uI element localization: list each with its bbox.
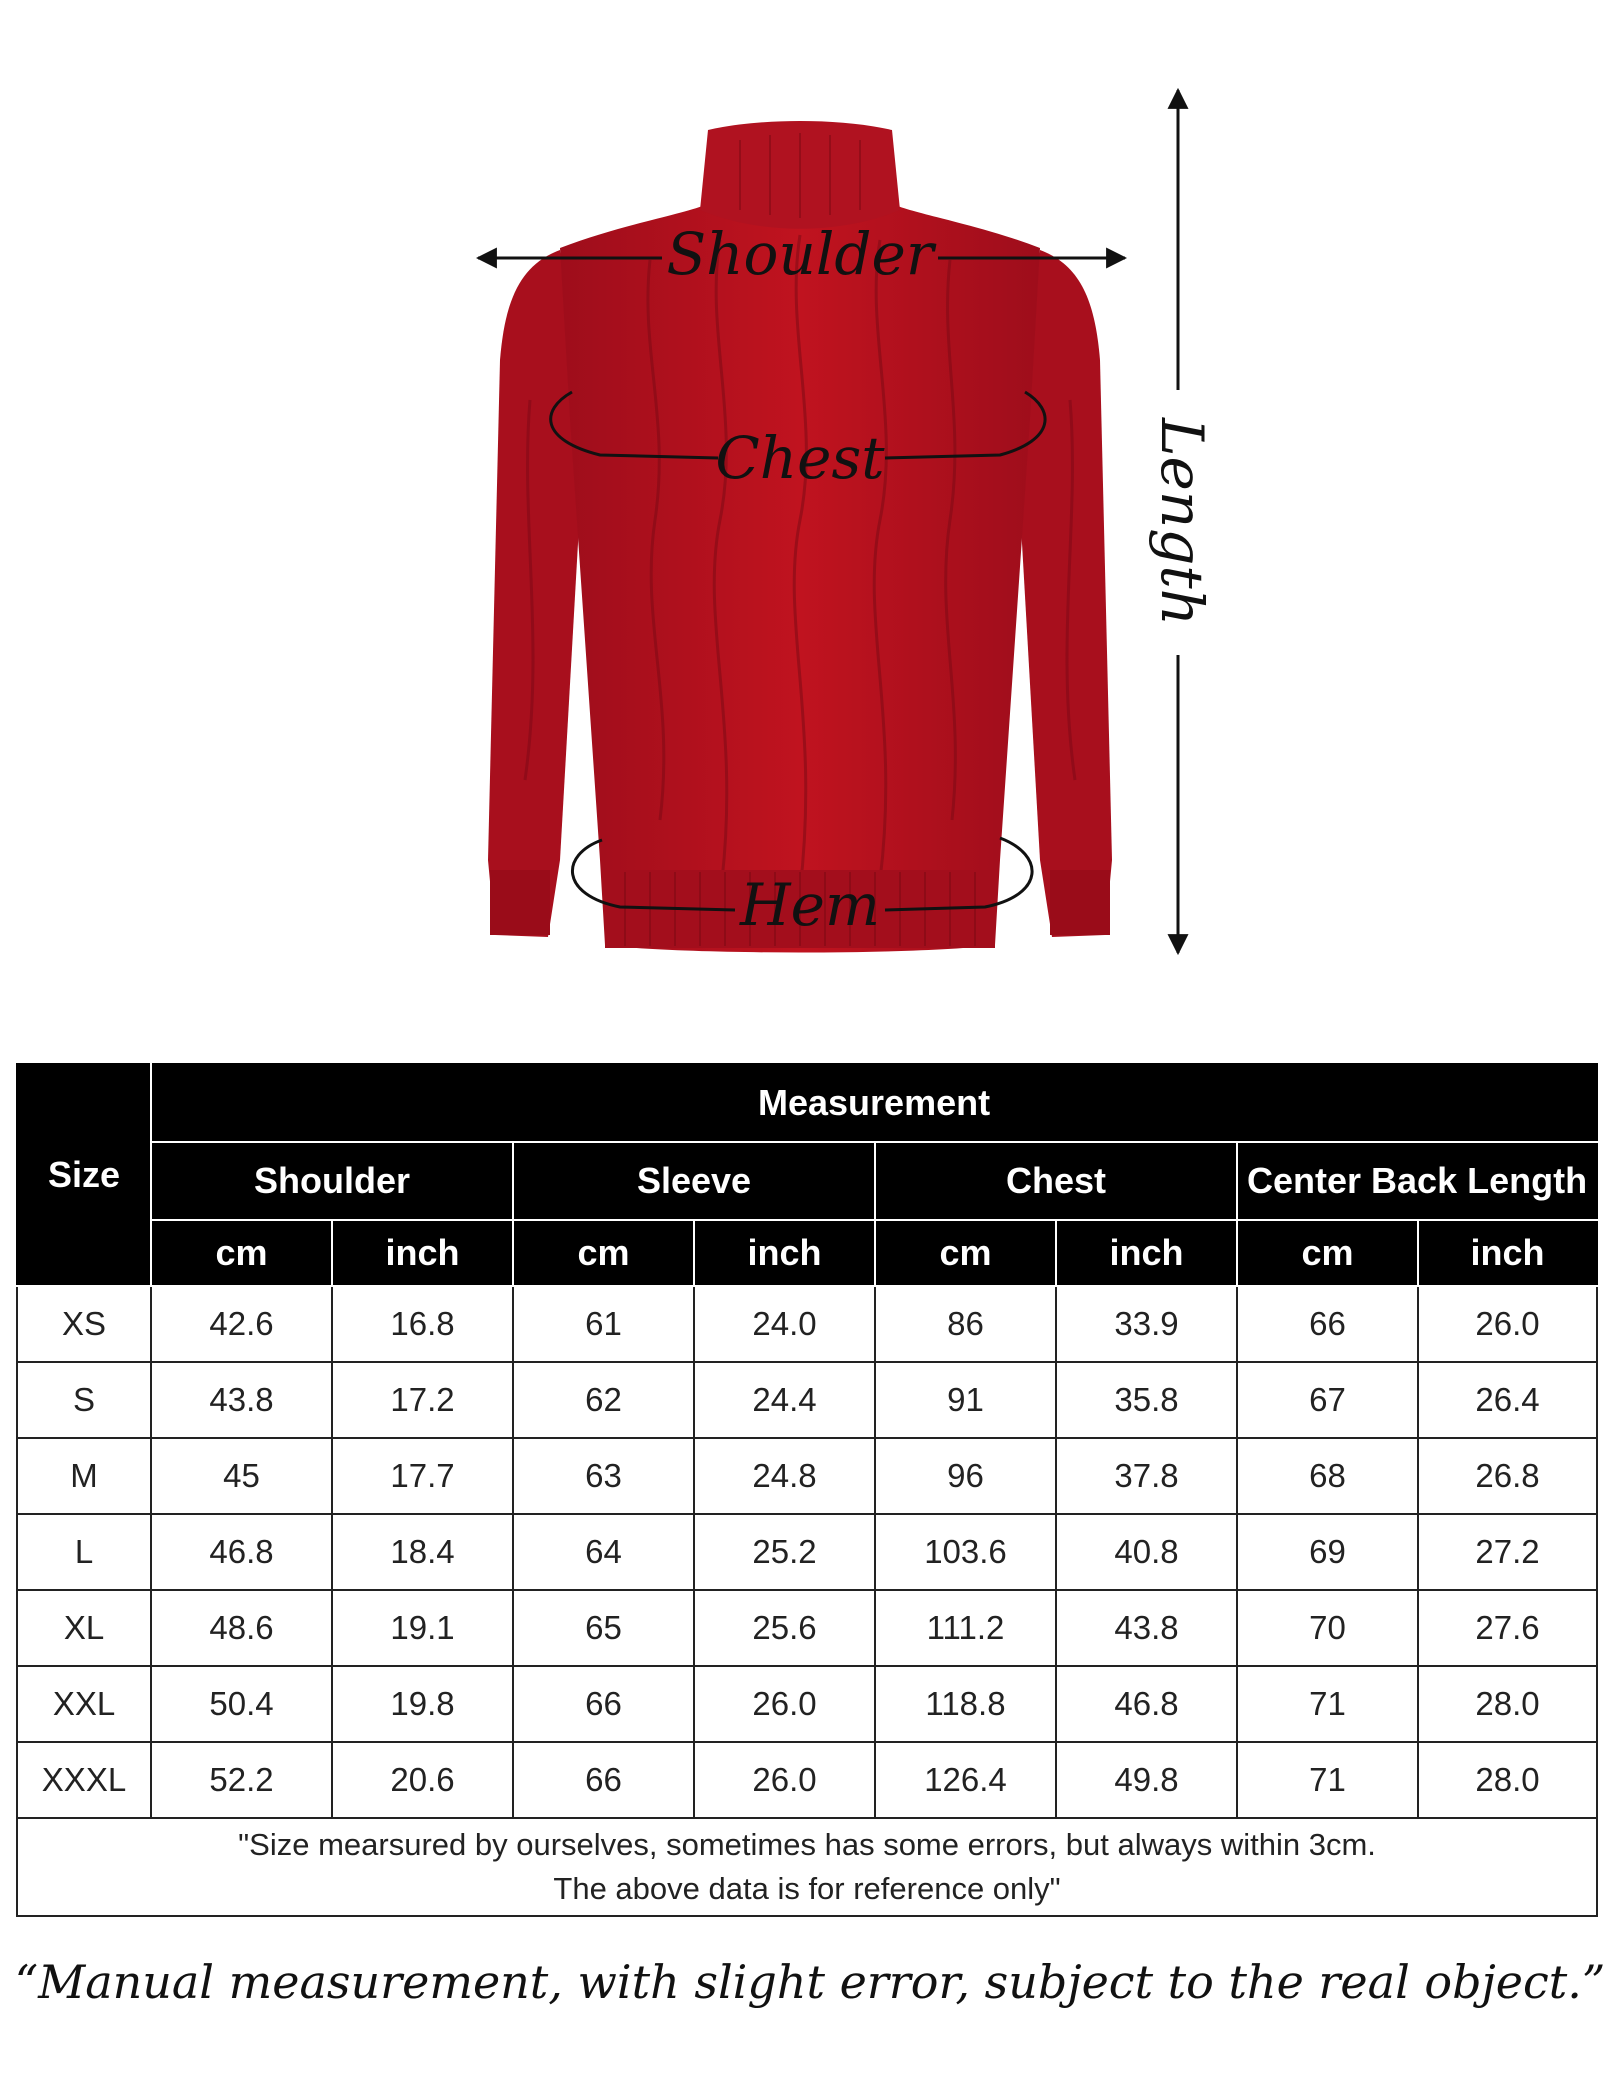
table-note-line-2: The above data is for reference only" <box>553 1871 1061 1906</box>
value-cell: 43.8 <box>1056 1590 1237 1666</box>
value-cell: 27.6 <box>1418 1590 1597 1666</box>
length-measure-arrow <box>1148 90 1216 953</box>
table-note <box>17 1818 1597 1916</box>
group-header-sleeve: Sleeve <box>513 1142 875 1220</box>
shoulder-label: Shoulder <box>666 220 934 288</box>
unit-header: cm <box>151 1220 332 1286</box>
value-cell: 25.2 <box>694 1514 875 1590</box>
value-cell: 25.6 <box>694 1590 875 1666</box>
unit-header: inch <box>694 1220 875 1286</box>
value-cell: 35.8 <box>1056 1362 1237 1438</box>
size-cell: XS <box>17 1286 151 1362</box>
value-cell: 42.6 <box>151 1286 332 1362</box>
value-cell: 46.8 <box>151 1514 332 1590</box>
value-cell: 26.0 <box>694 1742 875 1818</box>
size-cell: XXL <box>17 1666 151 1742</box>
value-cell: 68 <box>1237 1438 1418 1514</box>
value-cell: 45 <box>151 1438 332 1514</box>
value-cell: 70 <box>1237 1590 1418 1666</box>
value-cell: 65 <box>513 1590 694 1666</box>
value-cell: 26.4 <box>1418 1362 1597 1438</box>
value-cell: 46.8 <box>1056 1666 1237 1742</box>
value-cell: 86 <box>875 1286 1056 1362</box>
table-row <box>17 1742 1597 1818</box>
sweater-measurement-diagram <box>0 0 1620 1040</box>
value-cell: 71 <box>1237 1666 1418 1742</box>
value-cell: 19.8 <box>332 1666 513 1742</box>
value-cell: 26.0 <box>1418 1286 1597 1362</box>
unit-header: inch <box>1418 1220 1597 1286</box>
measurement-header: Measurement <box>151 1064 1597 1142</box>
chest-label: Chest <box>715 424 885 492</box>
value-cell: 17.7 <box>332 1438 513 1514</box>
value-cell: 103.6 <box>875 1514 1056 1590</box>
footer-note: “Manual measurement, with slight error, subject to the real object.” <box>14 1955 1606 2009</box>
size-cell: S <box>17 1362 151 1438</box>
group-header-chest: Chest <box>875 1142 1237 1220</box>
value-cell: 17.2 <box>332 1362 513 1438</box>
table-row <box>17 1286 1597 1362</box>
value-cell: 67 <box>1237 1362 1418 1438</box>
value-cell: 61 <box>513 1286 694 1362</box>
value-cell: 71 <box>1237 1742 1418 1818</box>
unit-header: cm <box>1237 1220 1418 1286</box>
unit-header: cm <box>875 1220 1056 1286</box>
length-label: Length <box>1148 418 1216 626</box>
unit-header: inch <box>332 1220 513 1286</box>
value-cell: 126.4 <box>875 1742 1056 1818</box>
table-row <box>17 1590 1597 1666</box>
group-header-shoulder: Shoulder <box>151 1142 513 1220</box>
size-chart-table <box>16 1063 1598 1917</box>
unit-header: cm <box>513 1220 694 1286</box>
sweater-body <box>560 205 1040 953</box>
size-cell: XL <box>17 1590 151 1666</box>
table-row <box>17 1362 1597 1438</box>
value-cell: 26.0 <box>694 1666 875 1742</box>
value-cell: 18.4 <box>332 1514 513 1590</box>
table-row <box>17 1438 1597 1514</box>
value-cell: 19.1 <box>332 1590 513 1666</box>
value-cell: 96 <box>875 1438 1056 1514</box>
value-cell: 26.8 <box>1418 1438 1597 1514</box>
size-cell: L <box>17 1514 151 1590</box>
value-cell: 111.2 <box>875 1590 1056 1666</box>
value-cell: 24.8 <box>694 1438 875 1514</box>
value-cell: 64 <box>513 1514 694 1590</box>
value-cell: 27.2 <box>1418 1514 1597 1590</box>
value-cell: 66 <box>513 1666 694 1742</box>
value-cell: 33.9 <box>1056 1286 1237 1362</box>
value-cell: 91 <box>875 1362 1056 1438</box>
table-row <box>17 1666 1597 1742</box>
value-cell: 20.6 <box>332 1742 513 1818</box>
value-cell: 66 <box>513 1742 694 1818</box>
size-rows <box>17 1286 1597 1916</box>
value-cell: 66 <box>1237 1286 1418 1362</box>
size-cell: XXXL <box>17 1742 151 1818</box>
value-cell: 37.8 <box>1056 1438 1237 1514</box>
table-note-row <box>17 1818 1597 1916</box>
value-cell: 28.0 <box>1418 1666 1597 1742</box>
hem-label: Hem <box>740 871 880 939</box>
value-cell: 48.6 <box>151 1590 332 1666</box>
size-header: Size <box>17 1064 151 1286</box>
value-cell: 24.4 <box>694 1362 875 1438</box>
value-cell: 118.8 <box>875 1666 1056 1742</box>
table-note-line-1: "Size mearsured by ourselves, sometimes has some errors, but always within 3cm. <box>238 1827 1376 1862</box>
size-cell: M <box>17 1438 151 1514</box>
group-header-center-back-length: Center Back Length <box>1237 1142 1597 1220</box>
value-cell: 24.0 <box>694 1286 875 1362</box>
value-cell: 63 <box>513 1438 694 1514</box>
value-cell: 43.8 <box>151 1362 332 1438</box>
value-cell: 52.2 <box>151 1742 332 1818</box>
value-cell: 40.8 <box>1056 1514 1237 1590</box>
value-cell: 49.8 <box>1056 1742 1237 1818</box>
value-cell: 28.0 <box>1418 1742 1597 1818</box>
value-cell: 69 <box>1237 1514 1418 1590</box>
value-cell: 50.4 <box>151 1666 332 1742</box>
table-row <box>17 1514 1597 1590</box>
value-cell: 62 <box>513 1362 694 1438</box>
unit-header: inch <box>1056 1220 1237 1286</box>
value-cell: 16.8 <box>332 1286 513 1362</box>
